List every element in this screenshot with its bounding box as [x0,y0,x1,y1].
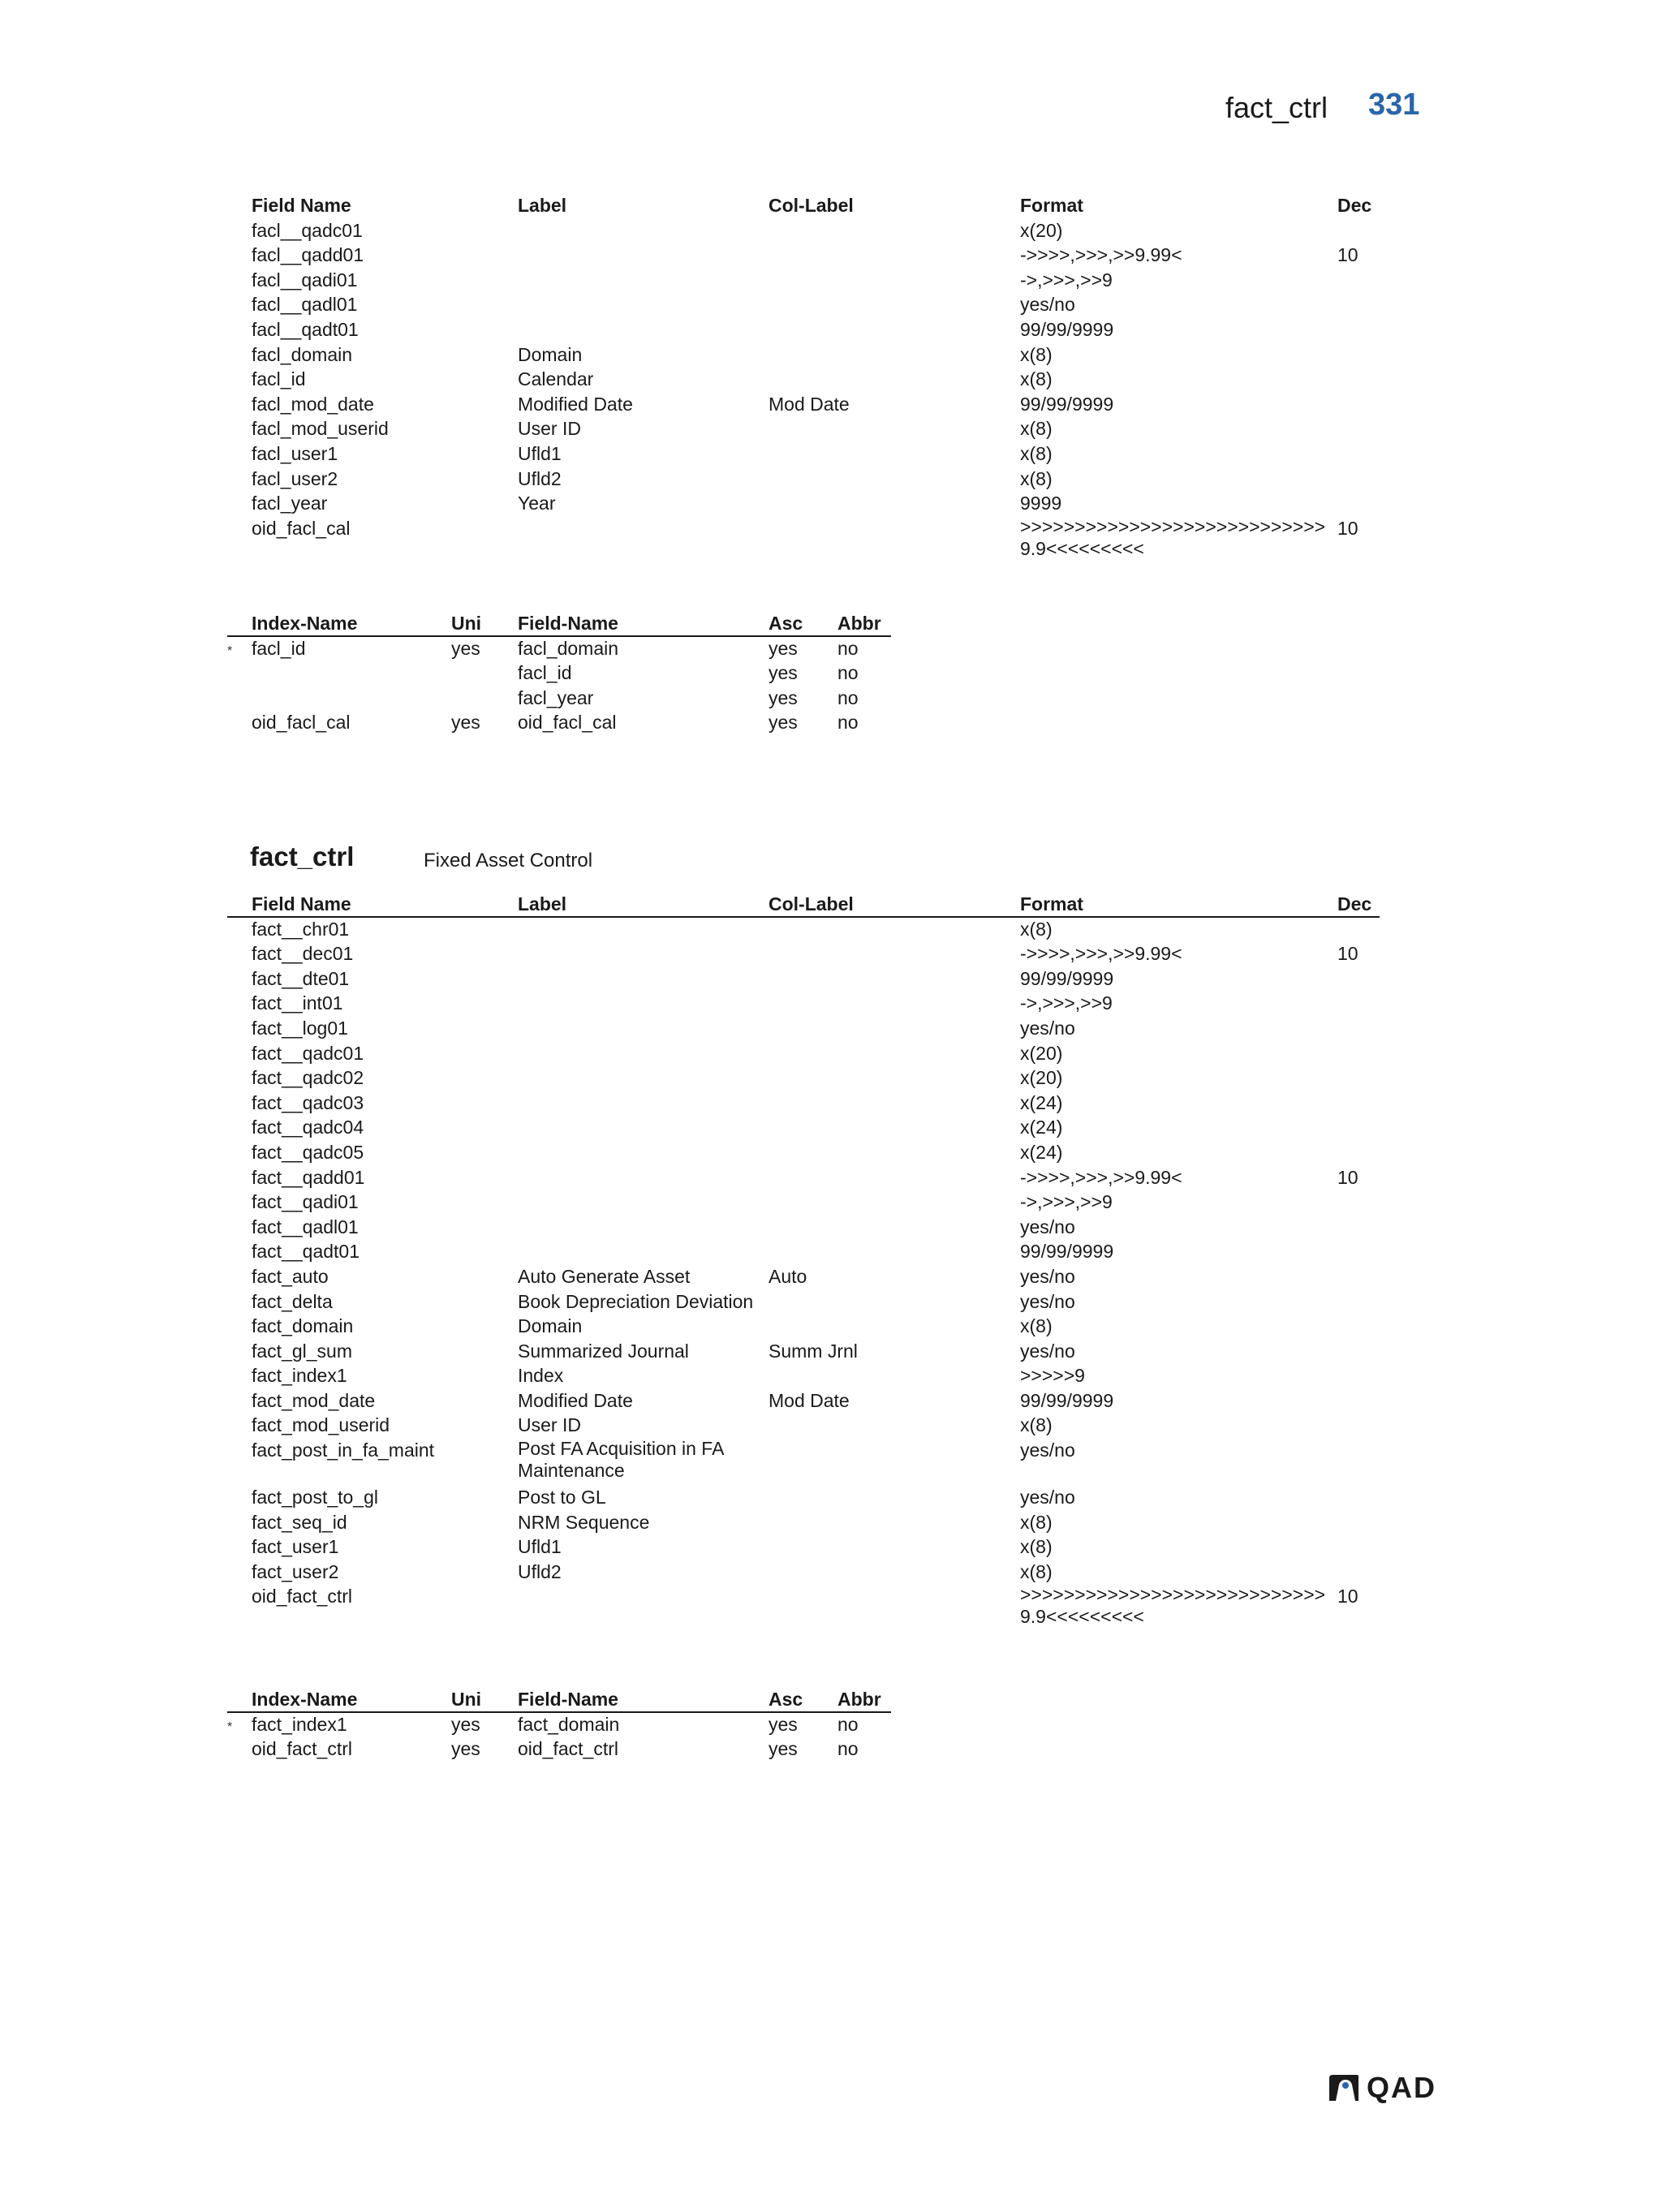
field-label: Ufld2 [518,1560,562,1582]
field-dec: 10 [1337,244,1358,266]
index-ascending: yes [769,712,798,734]
field-name: fact__log01 [252,1017,348,1039]
table-row [227,1289,1380,1315]
field-format: yes/no [1020,1290,1075,1312]
fact-field-rows [227,917,1380,1632]
index-field-name: facl_domain [518,637,619,659]
field-name: fact_index1 [252,1365,347,1387]
table-row [227,516,1380,563]
table-row [227,1438,1380,1485]
field-label: Book Depreciation Deviation [518,1290,754,1312]
table-row [227,1560,1380,1585]
col-header-field-name: Field-Name [518,1689,618,1710]
field-label: User ID [518,418,581,440]
field-name: facl_mod_date [252,393,374,415]
field-format: 99/99/9999 [1020,967,1114,989]
table-row [227,1065,1380,1091]
field-format: x(8) [1020,1414,1053,1436]
index-header-row [227,1687,891,1712]
field-name: fact_user2 [252,1560,339,1582]
field-name: fact__qadd01 [252,1166,365,1188]
field-format: x(20) [1020,1042,1063,1064]
col-header-asc: Asc [769,1689,803,1710]
index-abbreviated: no [837,1713,859,1735]
facl-field-rows [227,218,1380,563]
index-row [227,1736,891,1762]
field-format: 99/99/9999 [1020,1241,1114,1263]
table-row [227,1190,1380,1215]
table-row [227,1091,1380,1116]
col-header-field-name: Field Name [252,893,351,914]
table-row [227,1239,1380,1264]
fact-field-table [227,892,1380,1631]
col-header-index-name: Index-Name [252,613,358,634]
table-row [227,1363,1380,1388]
field-format: x(8) [1020,368,1053,390]
table-row [227,1115,1380,1140]
field-name: fact__dec01 [252,943,354,965]
field-col-label: Mod Date [769,393,850,415]
field-name: fact_post_in_fa_maint [252,1440,435,1461]
field-format: yes/no [1020,294,1075,316]
field-format: ->>>>,>>>,>>9.99< [1020,244,1182,266]
col-header-field-name: Field Name [252,195,351,216]
col-header-uni: Uni [451,1689,482,1710]
table-row [227,1534,1380,1560]
field-name: facl_year [252,493,328,514]
field-label: Index [518,1365,564,1387]
running-header-title: fact_ctrl [1225,91,1328,124]
field-label: Ufld1 [518,442,562,464]
index-header-row [227,611,891,636]
field-dec: 10 [1337,517,1358,539]
logo-text: QAD [1367,2071,1436,2104]
field-label: Domain [518,343,583,365]
field-name: fact__qadc05 [252,1141,364,1163]
index-ascending: yes [769,686,798,708]
index-ascending: yes [769,662,798,684]
field-format: >>>>>>>>>>>>>>>>>>>>>>>>>>>>9.9<<<<<<<<< [1020,1584,1326,1628]
field-col-label: Summ Jrnl [769,1340,858,1362]
field-format: >>>>>9 [1020,1365,1085,1387]
field-label: Domain [518,1315,583,1337]
table-row [227,467,1380,492]
index-name: facl_id [252,637,306,659]
field-name: fact__qadc03 [252,1091,364,1113]
index-field-name: facl_id [518,662,572,684]
field-format: ->,>>>,>>9 [1020,269,1113,290]
field-label: Ufld1 [518,1536,562,1558]
table-row [227,941,1380,966]
field-name: fact_delta [252,1290,333,1312]
col-header-dec: Dec [1337,195,1372,216]
index-row [227,686,891,711]
index-ascending: yes [769,1713,798,1735]
field-format: ->>>>,>>>,>>9.99< [1020,943,1182,965]
field-name: facl__qadi01 [252,269,358,290]
table-row [227,367,1380,392]
field-label: Summarized Journal [518,1340,689,1362]
col-header-abbr: Abbr [837,613,881,634]
field-format: ->,>>>,>>9 [1020,1191,1113,1213]
index-unique: yes [451,637,480,659]
field-col-label: Auto [769,1265,807,1287]
field-name: fact_domain [252,1315,354,1337]
index-name: oid_facl_cal [252,712,351,734]
facl-index-table [227,611,891,735]
field-name: fact__chr01 [252,918,350,940]
field-name: fact__qadc01 [252,1042,364,1064]
qad-logo-icon [1328,2073,1360,2102]
table-row [227,1413,1380,1438]
table-row [227,416,1380,441]
field-name: fact__int01 [252,992,343,1014]
table-header-row [227,892,1380,917]
field-name: fact_mod_userid [252,1414,390,1436]
field-name: oid_fact_ctrl [252,1586,353,1607]
table-row [227,441,1380,467]
field-name: fact__qadi01 [252,1191,359,1213]
fact-index-rows [227,1712,891,1762]
table-row [227,1510,1380,1535]
field-name: fact__qadc04 [252,1117,364,1138]
field-label: Modified Date [518,1389,633,1411]
field-format: x(8) [1020,442,1053,464]
fact-index-table [227,1687,891,1762]
table-row [227,1140,1380,1165]
field-format: yes/no [1020,1017,1075,1039]
index-row [227,661,891,686]
col-header-format: Format [1020,195,1083,216]
field-dec: 10 [1337,1586,1358,1607]
field-name: fact__qadl01 [252,1216,359,1237]
qad-logo [1328,2071,1436,2105]
field-name: fact_mod_date [252,1389,376,1411]
table-row [227,917,1380,942]
index-abbreviated: no [837,662,859,684]
field-name: facl__qadt01 [252,318,359,340]
table-row [227,342,1380,368]
field-format: x(8) [1020,343,1053,365]
field-name: facl__qadc01 [252,219,363,241]
field-format: x(20) [1020,219,1063,241]
index-row [227,1712,891,1737]
field-dec: 10 [1337,943,1358,965]
col-header-index-name: Index-Name [252,1689,358,1710]
index-abbreviated: no [837,1738,859,1760]
field-format: x(8) [1020,467,1053,489]
field-name: fact__dte01 [252,967,350,989]
field-name: fact_post_to_gl [252,1487,379,1508]
index-field-name: oid_fact_ctrl [518,1738,619,1760]
field-name: facl__qadl01 [252,294,358,316]
table-row [227,1485,1380,1510]
table-row [227,243,1380,268]
index-unique: yes [451,1738,480,1760]
table-row [227,292,1380,317]
field-format: 99/99/9999 [1020,393,1114,415]
field-name: fact__qadc02 [252,1067,364,1089]
field-format: yes/no [1020,1487,1075,1508]
table-row [227,218,1380,243]
table-row [227,991,1380,1016]
col-header-label: Label [518,893,567,914]
page-number: 331 [1368,88,1420,122]
index-ascending: yes [769,1738,798,1760]
col-header-col-label: Col-Label [769,893,854,914]
col-header-dec: Dec [1337,893,1372,914]
field-label: Auto Generate Asset [518,1265,691,1287]
index-unique: yes [451,1713,480,1735]
table-header-row [227,193,1380,218]
field-name: facl_user1 [252,442,338,464]
field-name: facl_mod_userid [252,418,389,440]
field-format: yes/no [1020,1265,1075,1287]
field-format: x(24) [1020,1117,1063,1138]
index-abbreviated: no [837,712,859,734]
col-header-field-name: Field-Name [518,613,618,634]
field-format: x(8) [1020,1536,1053,1558]
col-header-uni: Uni [451,613,482,634]
index-name: fact_index1 [252,1713,347,1735]
col-header-label: Label [518,195,567,216]
index-row [227,710,891,735]
field-name: fact_user1 [252,1536,339,1558]
index-abbreviated: no [837,637,859,659]
field-name: fact_auto [252,1265,329,1287]
field-format: yes/no [1020,1340,1075,1362]
field-format: 9999 [1020,493,1062,514]
table-row [227,1165,1380,1190]
field-col-label: Mod Date [769,1389,850,1411]
field-label: User ID [518,1414,581,1436]
field-name: oid_facl_cal [252,517,351,539]
section-description: Fixed Asset Control [424,850,593,871]
field-label: Ufld2 [518,467,562,489]
table-row [227,1264,1380,1289]
table-row [227,1388,1380,1414]
col-header-asc: Asc [769,613,803,634]
field-format: x(8) [1020,918,1053,940]
table-row [227,1584,1380,1631]
field-dec: 10 [1337,1166,1358,1188]
field-name: fact__qadt01 [252,1241,360,1263]
field-format: x(8) [1020,418,1053,440]
field-format: x(8) [1020,1315,1053,1337]
field-format: x(8) [1020,1511,1053,1533]
index-unique: yes [451,712,480,734]
index-field-name: oid_facl_cal [518,712,617,734]
field-label: Post FA Acquisition in FA Maintenance [518,1438,724,1482]
table-row [227,1339,1380,1364]
field-format: x(24) [1020,1091,1063,1113]
primary-index-marker: * [227,643,233,658]
col-header-format: Format [1020,893,1083,914]
table-row [227,317,1380,342]
field-format: ->,>>>,>>9 [1020,992,1113,1014]
field-format: >>>>>>>>>>>>>>>>>>>>>>>>>>>>9.9<<<<<<<<< [1020,515,1326,559]
field-name: facl__qadd01 [252,244,364,266]
field-format: x(8) [1020,1560,1053,1582]
field-format: x(24) [1020,1141,1063,1163]
index-row [227,636,891,661]
field-format: 99/99/9999 [1020,1389,1114,1411]
index-ascending: yes [769,637,798,659]
table-row [227,268,1380,293]
index-field-name: fact_domain [518,1713,620,1735]
index-field-name: facl_year [518,686,594,708]
table-row [227,392,1380,417]
col-header-abbr: Abbr [837,1689,881,1710]
section-title: fact_ctrl [250,841,355,871]
field-name: facl_domain [252,343,353,365]
field-name: fact_gl_sum [252,1340,353,1362]
field-format: 99/99/9999 [1020,318,1114,340]
field-label: Year [518,493,556,514]
primary-index-marker: * [227,1719,233,1734]
field-label: Calendar [518,368,594,390]
index-abbreviated: no [837,686,859,708]
field-label: NRM Sequence [518,1511,650,1533]
field-format: yes/no [1020,1216,1075,1237]
field-name: facl_user2 [252,467,338,489]
table-row [227,491,1380,516]
field-format: ->>>>,>>>,>>9.99< [1020,1166,1182,1188]
field-format: yes/no [1020,1440,1075,1461]
field-name: facl_id [252,368,306,390]
field-name: fact_seq_id [252,1511,347,1533]
facl-index-rows [227,636,891,735]
table-row [227,1314,1380,1339]
field-label: Post to GL [518,1487,606,1508]
index-name: oid_fact_ctrl [252,1738,353,1760]
field-format: x(20) [1020,1067,1063,1089]
table-row [227,1215,1380,1240]
table-row [227,966,1380,992]
table-row [227,1016,1380,1041]
field-label: Modified Date [518,393,633,415]
table-row [227,1041,1380,1066]
facl-field-table [227,193,1380,563]
col-header-col-label: Col-Label [769,195,854,216]
